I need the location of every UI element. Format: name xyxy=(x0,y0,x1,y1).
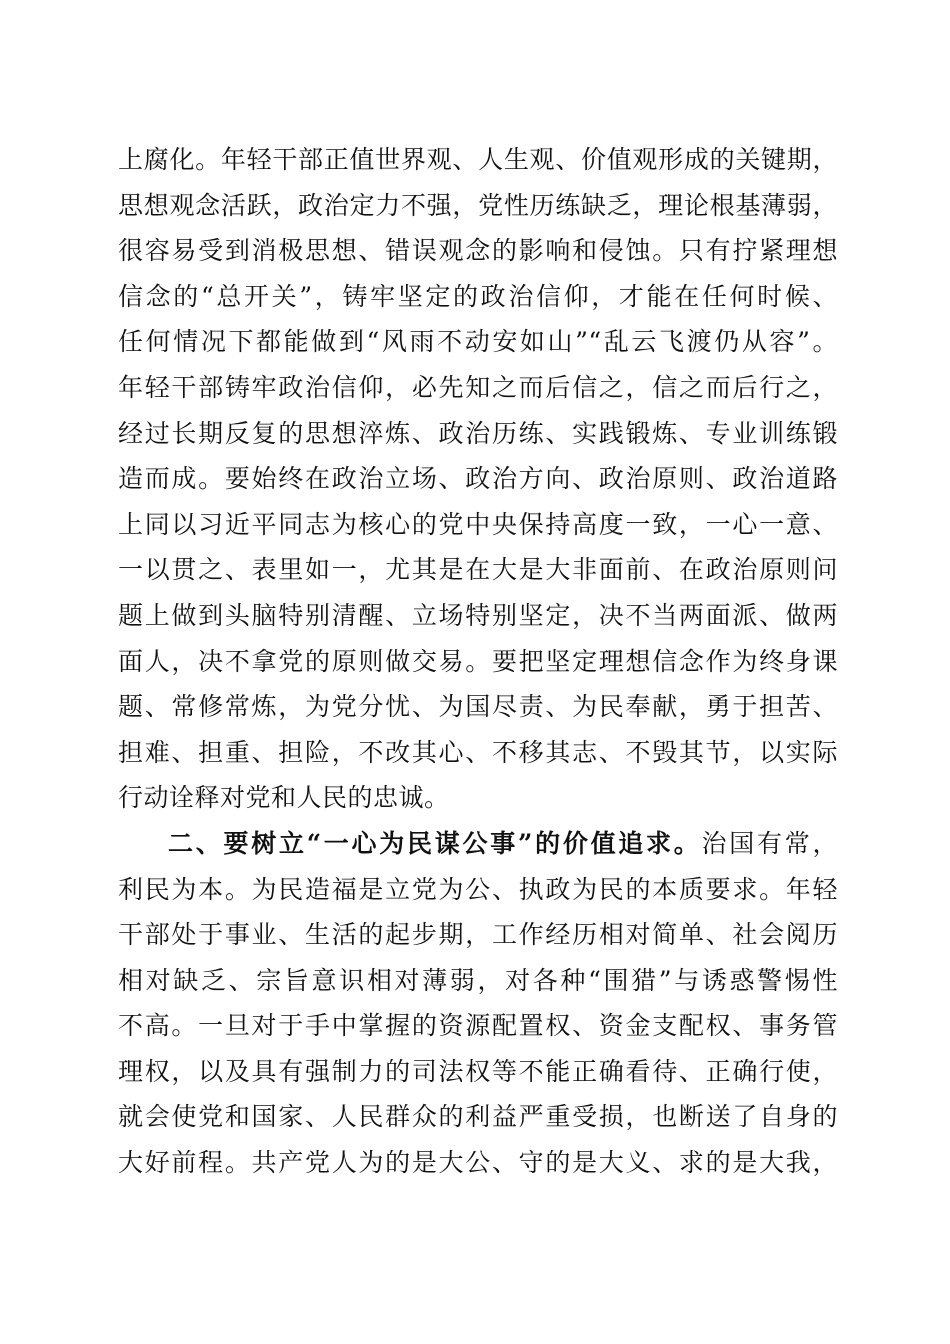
section-heading-line xyxy=(118,821,838,867)
text-line: 理权，以及具有强制力的司法权等不能正确看待、正确行使， xyxy=(118,1056,838,1086)
text-line: 年轻干部铸牢政治信仰，必先知之而后信之，信之而后行之， xyxy=(118,372,838,402)
text-line: 相对缺乏、宗旨意识相对薄弱，对各种“围猎”与诱惑警惕性 xyxy=(118,965,838,995)
text-line: 面人，决不拿党的原则做交易。要把坚定理想信念作为终身课 xyxy=(118,646,838,676)
text-line: 思想观念活跃，政治定力不强，党性历练缺乏，理论根基薄弱， xyxy=(118,190,838,220)
body-text xyxy=(118,137,838,1186)
text-line: 题、常修常炼，为党分忧、为国尽责、为民奉献，勇于担苦、 xyxy=(118,692,838,722)
section-heading: 二、要树立“一心为民谋公事”的价值追求。 xyxy=(168,828,702,858)
text-line: 不高。一旦对于手中掌握的资源配置权、资金支配权、事务管 xyxy=(118,1011,838,1041)
paragraph-end-line: 行动诠释对党和人民的忠诚。 xyxy=(118,783,450,813)
text-line: 题上做到头脑特别清醒、立场特别坚定，决不当两面派、做两 xyxy=(118,600,838,630)
section-heading-tail: 治国有常， xyxy=(701,828,838,858)
text-line: 经过长期反复的思想淬炼、政治历练、实践锻炼、专业训练锻 xyxy=(118,418,838,448)
text-line: 造而成。要始终在政治立场、政治方向、政治原则、政治道路 xyxy=(118,464,838,494)
text-line: 信念的“总开关”，铸牢坚定的政治信仰，才能在任何时候、 xyxy=(118,281,838,311)
text-line: 利民为本。为民造福是立党为公、执政为民的本质要求。年轻 xyxy=(118,874,838,904)
text-line: 任何情况下都能做到“风雨不动安如山”“乱云飞渡仍从容”。 xyxy=(118,327,838,357)
text-line: 大好前程。共产党人为的是大公、守的是大义、求的是大我， xyxy=(118,1148,838,1178)
text-line: 上同以习近平同志为核心的党中央保持高度一致，一心一意、 xyxy=(118,509,838,539)
text-line: 一以贯之、表里如一，尤其是在大是大非面前、在政治原则问 xyxy=(118,555,838,585)
text-line: 干部处于事业、生活的起步期，工作经历相对简单、社会阅历 xyxy=(118,920,838,950)
text-line: 担难、担重、担险，不改其心、不移其志、不毁其节，以实际 xyxy=(118,737,838,767)
text-line: 就会使党和国家、人民群众的利益严重受损，也断送了自身的 xyxy=(118,1102,838,1132)
text-line: 上腐化。年轻干部正值世界观、人生观、价值观形成的关键期， xyxy=(118,145,838,174)
text-line: 很容易受到消极思想、错误观念的影响和侵蚀。只有拧紧理想 xyxy=(118,236,838,266)
